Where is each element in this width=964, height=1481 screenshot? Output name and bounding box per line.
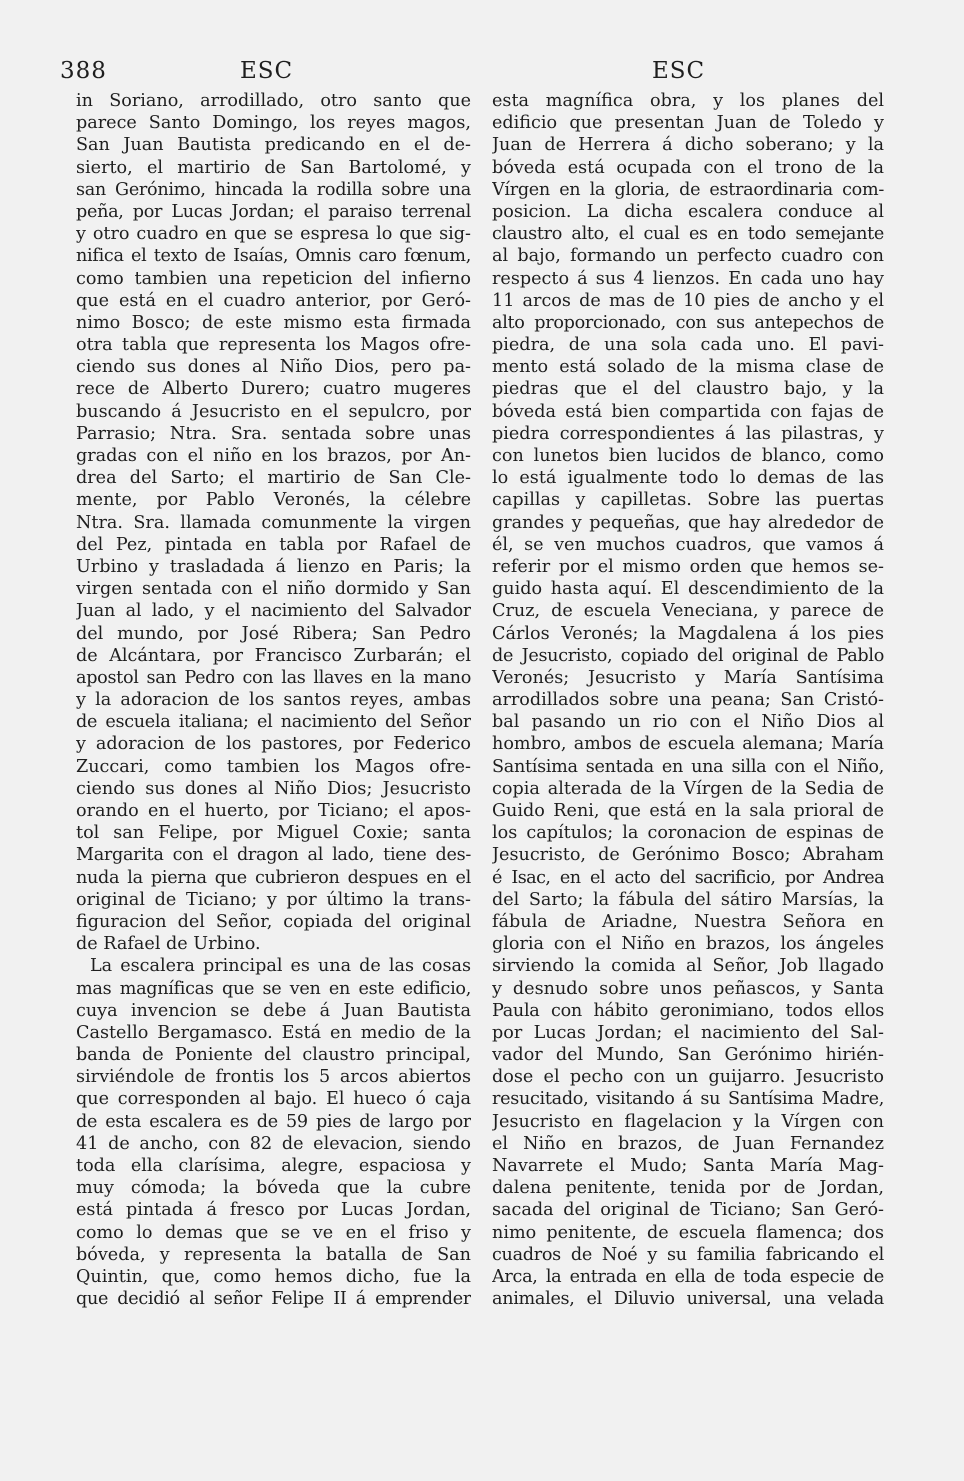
text-line: Castello Bergamasco. Está en medio de la xyxy=(76,1022,471,1043)
text-line: capillas y capilletas. Sobre las puertas xyxy=(492,490,884,511)
text-line: cuadros de Noé y su familia fabricando el xyxy=(492,1244,884,1265)
text-line: Parrasio; Ntra. Sra. sentada sobre unas xyxy=(76,423,471,444)
text-line: gloria con el Niño en brazos, los ángeles xyxy=(492,934,884,955)
text-line: Margarita con el dragon al lado, tiene des- xyxy=(76,845,471,866)
text-line: peña, por Lucas Jordan; el paraiso terrenal xyxy=(76,201,471,222)
text-line: La escalera principal es una de las cosas xyxy=(90,956,471,977)
text-line: respecto á sus 4 lienzos. En cada uno hay xyxy=(492,268,884,289)
text-line: como tambien una repeticion del infierno xyxy=(76,268,471,289)
text-line: esta magnífica obra, y los planes del xyxy=(492,91,884,111)
text-line: 41 de ancho, con 82 de elevacion, siendo xyxy=(76,1133,471,1154)
text-line: como lo demas que se ve en el friso y xyxy=(76,1222,471,1243)
text-line: piedra correspondientes á las pilastras, y xyxy=(492,423,884,444)
text-line: animales, el Diluvio universal, una velada xyxy=(492,1289,884,1310)
left-running-head: ESC xyxy=(240,58,294,84)
text-line: del Pez, pintada en tabla por Rafael de xyxy=(76,534,471,555)
text-line: apostol san Pedro con las llaves en la mano xyxy=(76,667,471,688)
text-line: lo está igualmente todo lo demas de las xyxy=(492,468,884,489)
text-line: referir por el mismo orden que hemos se- xyxy=(492,556,884,577)
text-line: Santísima sentada en una silla con el Niño, xyxy=(492,756,884,777)
text-line: que corresponden al bajo. El hueco ó caja xyxy=(76,1089,471,1110)
text-line: claustro alto, el cual es en todo semejante xyxy=(492,224,884,245)
text-line: arrodillados sobre una peana; San Cristó- xyxy=(492,690,884,711)
text-line: del mundo, por José Ribera; San Pedro xyxy=(76,623,471,644)
text-line: nuda la pierna que cubrieron despues en el xyxy=(76,867,471,888)
text-line: sirviendo la comida al Señor, Job llagado xyxy=(492,956,884,977)
text-line: Vírgen en la gloria, de estraordinaria com- xyxy=(492,179,884,200)
left-column xyxy=(76,90,471,1310)
text-line: fábula de Ariadne, Nuestra Señora en xyxy=(492,911,884,932)
right-column xyxy=(492,90,884,1310)
text-line: sirviéndole de frontis los 5 arcos abiertos xyxy=(76,1067,471,1088)
text-line: é Isac, en el acto del sacrificio, por Andrea xyxy=(492,867,884,888)
text-line: ciendo sus dones al Niño Dios; Jesucristo xyxy=(76,778,471,799)
text-line: mente, por Pablo Veronés, la célebre xyxy=(76,490,471,511)
text-line: de escuela italiana; el nacimiento del Señor xyxy=(76,712,471,733)
text-line: nifica el texto de Isaías, Omnis caro fœnum, xyxy=(76,246,471,267)
text-line: banda de Poniente del claustro principal, xyxy=(76,1045,471,1066)
text-line: con lunetos bien lucidos de blanco, como xyxy=(492,446,884,466)
text-line: piedra, de una sola cada uno. El pavi- xyxy=(492,335,884,356)
text-line: Zuccari, como tambien los Magos ofre- xyxy=(76,756,471,777)
text-line: y la adoracion de los santos reyes, ambas xyxy=(76,690,471,711)
text-line: Veronés; Jesucristo y María Santísima xyxy=(492,667,884,688)
text-line: dose el pecho con un guijarro. Jesucristo xyxy=(492,1067,884,1088)
text-line: parece Santo Domingo, los reyes magos, xyxy=(76,113,471,134)
text-line: él, se ven muchos cuadros, que vamos á xyxy=(492,534,884,555)
text-line: toda ella clarísima, alegre, espaciosa y xyxy=(76,1156,471,1176)
text-line: resucitado, visitando á su Santísima Madre, xyxy=(492,1089,884,1110)
text-line: tol san Felipe, por Miguel Coxie; santa xyxy=(76,823,471,844)
text-line: el Niño en brazos, de Juan Fernandez xyxy=(492,1133,884,1154)
text-line: piedras que el del claustro bajo, y la xyxy=(492,379,884,400)
text-line: nimo Bosco; de este mismo esta firmada xyxy=(76,312,471,333)
text-line: 11 arcos de mas de 10 pies de ancho y el xyxy=(492,290,884,311)
text-line: hombro, ambos de escuela alemana; María xyxy=(492,734,884,755)
text-line: y adoracion de los pastores, por Federico xyxy=(76,734,471,755)
text-line: mas magníficas que se ven en este edificio, xyxy=(76,978,471,999)
text-line: bóveda está ocupada con el trono de la xyxy=(492,157,884,178)
text-line: cuya invencion se debe á Juan Bautista xyxy=(76,1000,471,1021)
text-line: san Gerónimo, hincada la rodilla sobre una xyxy=(76,179,471,200)
text-line: bóveda está bien compartida con fajas de xyxy=(492,401,884,422)
text-line: Urbino y trasladada á lienzo en Paris; la xyxy=(76,556,471,577)
text-line: Paula con hábito geronimiano, todos ellos xyxy=(492,1000,884,1021)
text-line: gradas con el niño en los brazos, por An- xyxy=(76,446,471,466)
text-line: bóveda, y representa la batalla de San xyxy=(76,1244,471,1265)
text-line: está pintada á fresco por Lucas Jordan, xyxy=(76,1200,471,1221)
text-line: in Soriano, arrodillado, otro santo que xyxy=(76,91,471,111)
text-line: Ntra. Sra. llamada comunmente la virgen xyxy=(76,512,471,533)
text-line: Jesucristo, de Gerónimo Bosco; Abraham xyxy=(492,845,884,866)
text-line: de Rafael de Urbino. xyxy=(76,934,261,955)
text-line: bal pasando un rio con el Niño Dios al xyxy=(492,712,884,733)
text-line: San Juan Bautista predicando en el de- xyxy=(76,135,471,156)
page-number: 388 xyxy=(60,58,107,84)
text-line: otra tabla que representa los Magos ofre- xyxy=(76,335,471,356)
text-line: Guido Reni, que está en la sala prioral de xyxy=(492,801,884,821)
text-line: al bajo, formando un perfecto cuadro con xyxy=(492,246,884,267)
text-line: rece de Alberto Durero; cuatro mugeres xyxy=(76,379,471,400)
text-line: Cárlos Veronés; la Magdalena á los pies xyxy=(492,623,884,644)
text-line: edificio que presentan Juan de Toledo y xyxy=(492,113,884,134)
running-header xyxy=(60,58,890,90)
text-line: copia alterada de la Vírgen de la Sedia de xyxy=(492,778,884,799)
text-line: Arca, la entrada en ella de toda especie de xyxy=(492,1266,884,1287)
text-line: Quintin, que, como hemos dicho, fue la xyxy=(76,1266,471,1287)
text-line: virgen sentada con el niño dormido y San xyxy=(76,579,471,600)
text-line: vador del Mundo, San Gerónimo hirién- xyxy=(492,1045,884,1066)
text-line: muy cómoda; la bóveda que la cubre xyxy=(76,1178,471,1199)
text-line: Navarrete el Mudo; Santa María Mag- xyxy=(492,1156,884,1176)
text-line: Cruz, de escuela Veneciana, y parece de xyxy=(492,601,884,622)
text-line: de Alcántara, por Francisco Zurbarán; el xyxy=(76,645,471,666)
text-line: de Jesucristo, copiado del original de Pablo xyxy=(492,645,884,666)
text-line: Juan de Herrera á dicho soberano; y la xyxy=(492,135,884,156)
text-line: alto proporcionado, con sus antepechos de xyxy=(492,312,884,333)
text-line: y desnudo sobre unos peñascos, y Santa xyxy=(492,978,884,999)
text-line: los capítulos; la coronacion de espinas de xyxy=(492,823,884,844)
text-line: ciendo sus dones al Niño Dios, pero pa- xyxy=(76,357,471,378)
text-line: guido hasta aquí. El descendimiento de la xyxy=(492,579,884,600)
text-line: del Sarto; la fábula del sátiro Marsías, la xyxy=(492,889,884,910)
text-line: mento está solado de la misma clase de xyxy=(492,357,884,378)
text-line: nimo penitente, de escuela flamenca; dos xyxy=(492,1222,884,1243)
text-line: y otro cuadro en que se espresa lo que sig- xyxy=(76,224,471,245)
text-line: Jesucristo en flagelacion y la Vírgen con xyxy=(492,1111,884,1132)
text-line: que está en el cuadro anterior, por Geró- xyxy=(76,290,471,311)
text-line: dalena penitente, tenida por de Jordan, xyxy=(492,1178,884,1199)
text-line: por Lucas Jordan; el nacimiento del Sal- xyxy=(492,1022,884,1043)
text-line: de esta escalera es de 59 pies de largo por xyxy=(76,1111,471,1132)
text-line: sacada del original de Ticiano; San Geró- xyxy=(492,1200,884,1221)
text-line: sierto, el martirio de San Bartolomé, y xyxy=(76,157,471,178)
right-running-head: ESC xyxy=(652,58,706,84)
text-line: figuracion del Señor, copiada del original xyxy=(76,911,471,932)
text-line: grandes y pequeñas, que hay alrededor de xyxy=(492,512,884,533)
text-line: orando en el huerto, por Ticiano; el apos- xyxy=(76,801,471,821)
text-line: original de Ticiano; y por último la trans- xyxy=(76,889,471,910)
text-line: que decidió al señor Felipe II á emprender xyxy=(76,1289,471,1310)
text-line: Juan al lado, y el nacimiento del Salvador xyxy=(76,601,471,622)
text-line: drea del Sarto; el martirio de San Cle- xyxy=(76,468,471,489)
text-line: buscando á Jesucristo en el sepulcro, por xyxy=(76,401,471,422)
text-line: posicion. La dicha escalera conduce al xyxy=(492,201,884,222)
